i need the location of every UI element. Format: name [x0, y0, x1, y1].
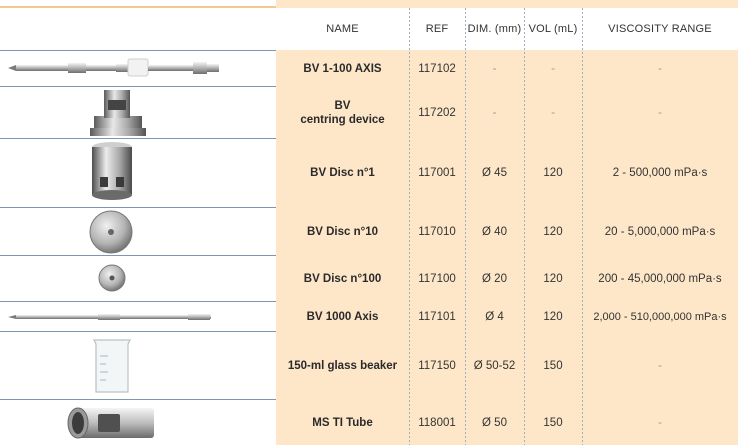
table-cell-viscosity: 2,000 - 510,000,000 mPa·s [593, 310, 727, 323]
ti-tube-image [64, 404, 160, 442]
header-ref: REF [425, 23, 449, 35]
table-cell-vol: 150 [543, 359, 563, 372]
table-cell-ref: 118001 [418, 416, 456, 429]
table-cell-viscosity: - [658, 416, 662, 429]
product-table [276, 0, 738, 445]
disc-flat-image [88, 210, 134, 254]
centring-device-image [86, 86, 150, 138]
table-cell-vol: 120 [543, 272, 563, 285]
table-cell-name: 150-ml glass beaker [287, 359, 398, 372]
table-cell-vol: 120 [543, 167, 563, 179]
header-viscosity: VISCOSITY RANGE [608, 23, 712, 35]
header-vol: VOL (mL) [528, 23, 578, 35]
table-cell-dim: Ø 20 [482, 272, 507, 285]
table-cell-ref: 117102 [418, 62, 456, 75]
table-cell-name: BV Disc n°100 [303, 272, 382, 285]
table-cell-name: BV Disc n°10 [306, 225, 379, 238]
table-cell-ref: 117010 [418, 225, 456, 238]
table-cell-viscosity: 20 - 5,000,000 mPa·s [604, 225, 716, 238]
table-cell-ref: 117001 [418, 167, 456, 179]
table-cell-name: MS TI Tube [312, 416, 373, 429]
table-cell-viscosity: - [658, 359, 662, 372]
table-cell-ref: 117101 [418, 310, 456, 323]
table-cell-viscosity: 2 - 500,000 mPa·s [612, 167, 708, 179]
disc-cylinder-image [87, 139, 137, 205]
table-cell-dim: Ø 50 [482, 416, 507, 429]
name-line-1: BV [334, 99, 351, 112]
table-cell-name: BV 1000 Axis [306, 310, 379, 323]
table-cell-vol: 120 [543, 310, 563, 323]
name-line-2: centring device [300, 113, 385, 126]
table-cell-viscosity: - [658, 62, 662, 75]
table-cell-ref: 117150 [418, 359, 456, 372]
table-cell-ref: 117100 [418, 272, 456, 285]
table-cell-vol: 120 [543, 225, 563, 238]
table-cell-dim: - [492, 106, 497, 119]
table-cell-vol: - [551, 62, 555, 75]
header-name: NAME [326, 23, 359, 35]
table-cell-name: BV 1-100 AXIS [303, 62, 382, 75]
table-cell-dim: Ø 40 [482, 225, 507, 238]
table-cell-vol: - [551, 106, 555, 119]
glass-beaker-image [90, 336, 134, 396]
table-cell-dim: Ø 45 [482, 167, 507, 179]
table-cell-ref: 117202 [418, 106, 456, 119]
table-cell-vol: 150 [543, 416, 563, 429]
axis-short-image [8, 54, 228, 82]
table-cell-dim: Ø 4 [485, 310, 504, 323]
table-cell-dim: Ø 50-52 [473, 359, 516, 372]
table-cell-name [276, 87, 409, 138]
table-cell-dim: - [492, 62, 497, 75]
axis-long-image [8, 310, 218, 324]
table-cell-viscosity: - [658, 106, 662, 119]
table-cell-name: BV Disc n°1 [310, 167, 375, 179]
header-dim: DIM. (mm) [467, 23, 522, 35]
table-cell-viscosity: 200 - 45,000,000 mPa·s [598, 272, 722, 285]
disc-small-image [97, 263, 127, 293]
